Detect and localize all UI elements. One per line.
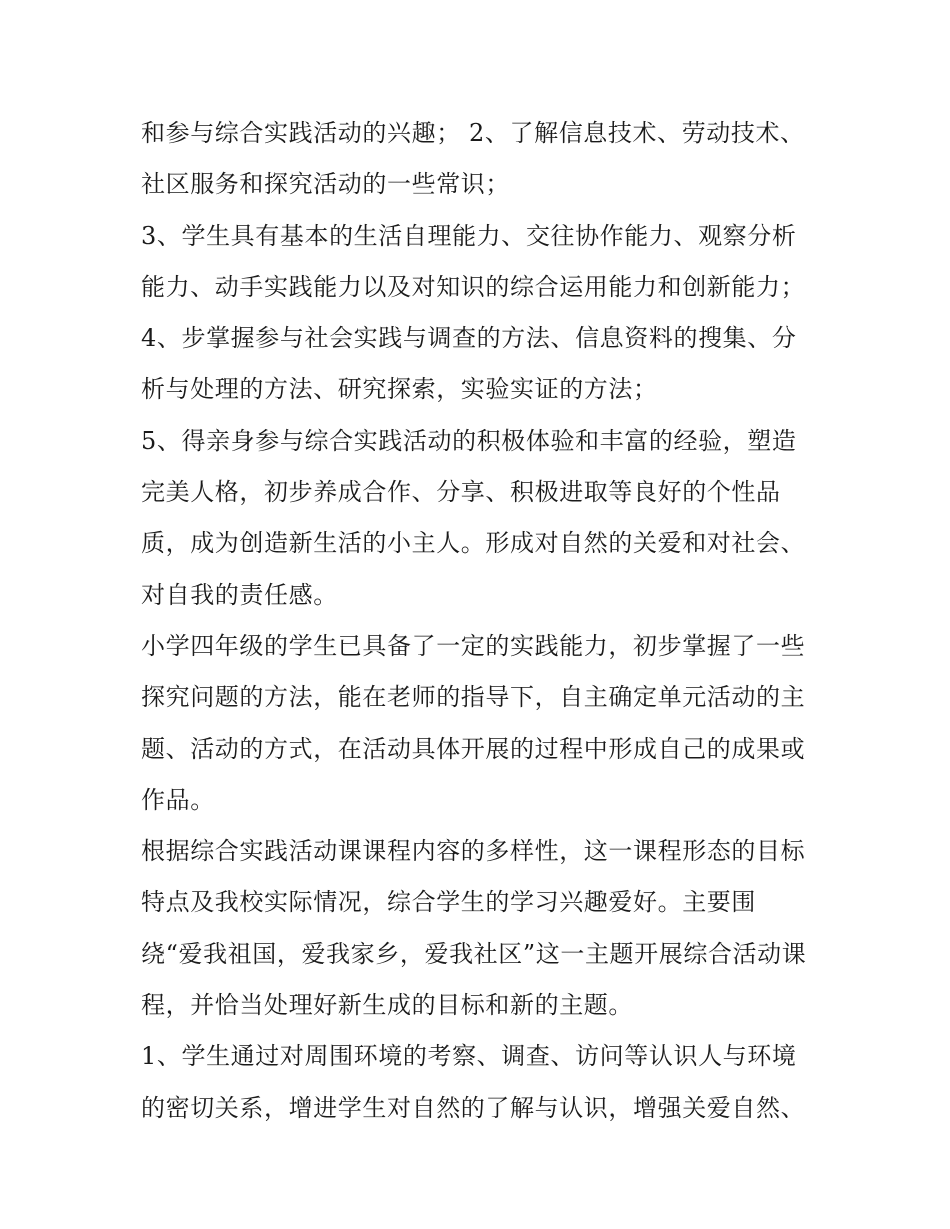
text-line: 4、步掌握参与社会实践与调查的方法、信息资料的搜集、分 xyxy=(141,324,797,353)
text-line: 质，成为创造新生活的小主人。形成对自然的关爱和对社会、 xyxy=(141,529,806,558)
text-line: 能力、动手实践能力以及对知识的综合运用能力和创新能力； xyxy=(141,272,806,301)
text-line: 析与处理的方法、研究探索，实验实证的方法； xyxy=(141,375,658,404)
text-line: 题、活动的方式，在活动具体开展的过程中形成自己的成果或 xyxy=(141,734,806,763)
text-line: 社区服务和探究活动的一些常识； xyxy=(141,170,510,199)
text-line: 的密切关系，增进学生对自然的了解与认识，增强关爱自然、 xyxy=(141,1093,806,1122)
text-line: 和参与综合实践活动的兴趣； 2、了解信息技术、劳动技术、 xyxy=(141,119,805,147)
text-line: 对自我的责任感。 xyxy=(141,580,338,609)
text-line: 1、学生通过对周围环境的考察、调查、访问等认识人与环境 xyxy=(141,1042,797,1071)
text-line: 程，并恰当处理好新生成的目标和新的主题。 xyxy=(141,991,633,1020)
text-line: 作品。 xyxy=(141,785,215,814)
text-line: 3、学生具有基本的生活自理能力、交往协作能力、观察分析 xyxy=(141,221,797,250)
text-line: 特点及我校实际情况，综合学生的学习兴趣爱好。主要围 xyxy=(141,888,756,917)
text-line: 根据综合实践活动课课程内容的多样性，这一课程形态的目标 xyxy=(141,837,806,866)
text-line: 小学四年级的学生已具备了一定的实践能力，初步掌握了一些 xyxy=(141,631,806,660)
text-line: 完美人格，初步养成合作、分享、积极进取等良好的个性品 xyxy=(141,478,781,507)
text-line: 探究问题的方法，能在老师的指导下，自主确定单元活动的主 xyxy=(141,683,806,712)
text-line: 绕“爱我祖国，爱我家乡，爱我社区”这一主题开展综合活动课 xyxy=(141,939,807,968)
document-body xyxy=(141,108,821,1134)
text-line: 5、得亲身参与综合实践活动的积极体验和丰富的经验，塑造 xyxy=(141,426,797,455)
